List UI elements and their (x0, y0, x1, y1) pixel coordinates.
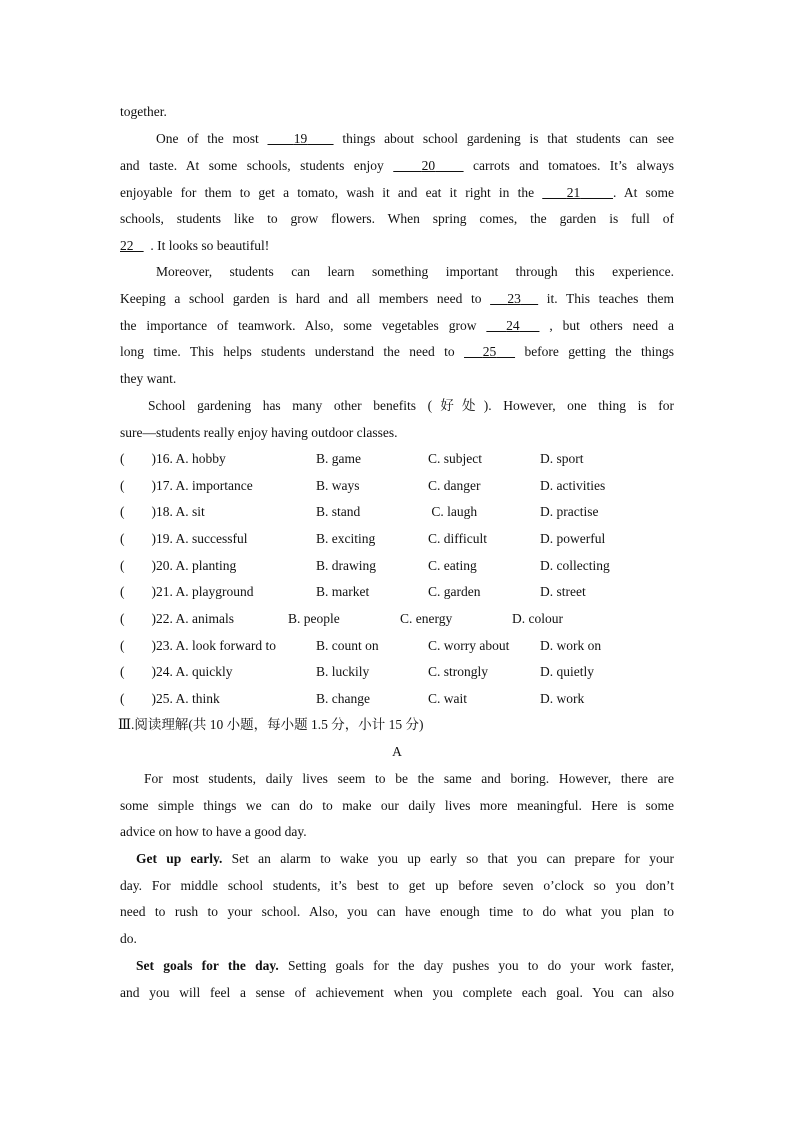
passage-line: schools, students like to grow flowers. When spring comes, the garden is full of (120, 211, 674, 226)
passage-line: the importance of teamwork. Also, some vegetables grow 24 , but others need a (120, 318, 675, 333)
section-title: Ⅲ.阅读理解(共 10 小题，每小题 1.5 分，小计 15 分) (118, 717, 424, 732)
question-20: ( )20. A. planting B. drawing C. eating D. collecting (120, 558, 610, 573)
passage-line: Keeping a school garden is hard and all members need to 23 it. This teaches them (120, 291, 675, 306)
passage-line: sure—students really enjoy having outdoor classes. (120, 425, 398, 440)
blank-19: 19 (293, 131, 308, 146)
reading-line: day. For middle school students, it’s best to get up before seven o’clock so you don’t (120, 878, 674, 893)
passage-line: and taste. At some schools, students enjoy 20 carrots and tomatoes. It’s always (120, 158, 674, 173)
passage-line: together. (120, 104, 167, 119)
question-18: ( )18. A. sit B. stand C. laugh D. practise (120, 504, 599, 519)
passage-line: School gardening has many other benefits (好处). However, one thing is for (148, 398, 674, 413)
question-23: ( )23. A. look forward to B. count on C. worry about D. work on (120, 638, 602, 653)
reading-line: For most students, daily lives seem to be the same and boring. However, there are (144, 771, 674, 786)
reading-line: need to rush to your school. Also, you can have enough time to do what you plan to (120, 904, 674, 919)
passage-line: Moreover, students can learn something important through this experience. (156, 264, 674, 279)
blank-20: 20 (421, 158, 436, 173)
passage-line: they want. (120, 371, 177, 386)
reading-line: Get up early. Set an alarm to wake you up early so that you can prepare for your (136, 851, 675, 866)
blank-21: 21 (566, 185, 581, 200)
blank-25: 25 (482, 344, 497, 359)
reading-line: Set goals for the day. Setting goals for the day pushes you to do your work faster, (136, 958, 675, 973)
heading-set-goals: Set goals for the day. (136, 958, 279, 973)
question-22: ( )22. A. animals B. people C. energy D. colour (120, 611, 563, 626)
reading-line: do. (120, 931, 137, 946)
question-16: ( )16. A. hobby B. game C. subject D. sport (120, 451, 584, 466)
blank-22: 22 (120, 238, 134, 253)
heading-get-up-early: Get up early. (136, 851, 223, 866)
question-25: ( )25. A. think B. change C. wait D. work (120, 691, 585, 706)
blank-24: 24 (506, 318, 520, 333)
question-19: ( )19. A. successful B. exciting C. difficult D. powerful (120, 531, 606, 546)
question-24: ( )24. A. quickly B. luckily C. strongly D. quietly (120, 664, 594, 679)
text-segment: One of the most (156, 131, 259, 146)
passage-line: long time. This helps students understand the need to 25 before getting the things (120, 344, 675, 359)
passage-line: 22 . It looks so beautiful! (120, 238, 270, 253)
passage-line: enjoyable for them to get a tomato, wash it and eat it right in the 21 . At some (120, 185, 675, 200)
text-segment: things about school gardening is that students can see (342, 131, 675, 146)
question-21: ( )21. A. playground B. market C. garden D. street (120, 584, 586, 599)
reading-line: and you will feel a sense of achievement when you complete each goal. You can also (120, 985, 674, 1000)
question-17: ( )17. A. importance B. ways C. danger D. activities (120, 478, 606, 493)
section-subtitle: A (392, 744, 402, 759)
reading-line: some simple things we can do to make our daily lives more meaningful. Here is some (120, 798, 674, 813)
reading-line: advice on how to have a good day. (120, 824, 307, 839)
blank-23: 23 (507, 291, 521, 306)
passage-line (120, 131, 674, 147)
